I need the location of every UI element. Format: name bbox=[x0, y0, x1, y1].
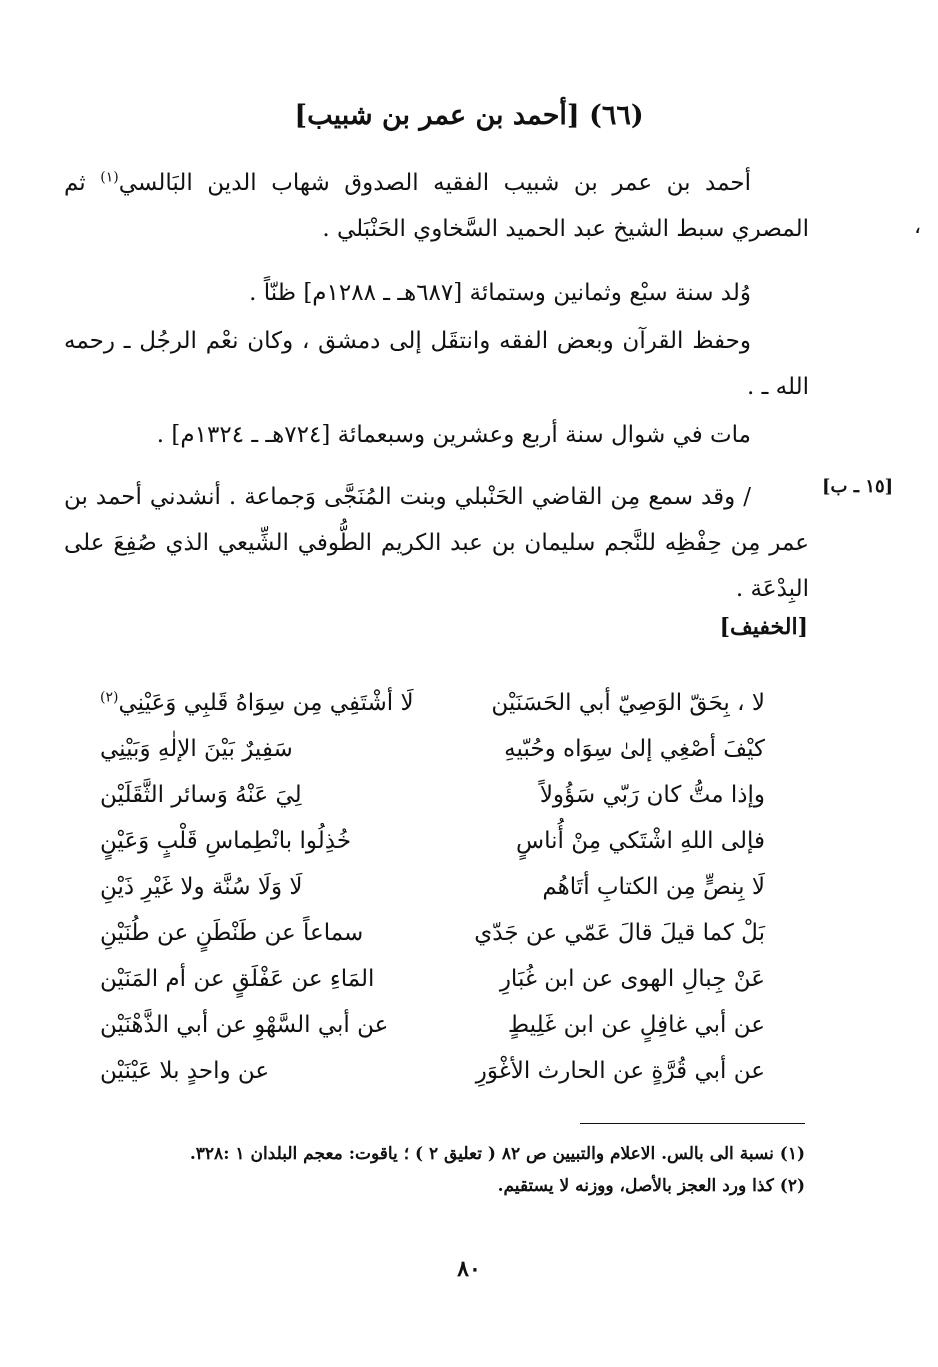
footnote-ref-2[interactable]: (٢) bbox=[100, 689, 119, 706]
verse-first-hemistich: بَلْ كما قيلَ قالَ عَمّي عن جَدّي bbox=[474, 920, 765, 946]
paragraph-death: مات في شوال سنة أربع وعشرين وسبعمائة [٧٢٤هـ ـ ١٣٢٤م] . bbox=[156, 422, 751, 448]
paragraph-name bbox=[64, 160, 809, 252]
verse-second-hemistich: عن واحدٍ بلا عَيْنَيْن bbox=[100, 1058, 270, 1084]
verse-line bbox=[100, 772, 765, 818]
verse-second-hemistich bbox=[100, 690, 430, 716]
verse-second-hemistich: عن أبي السَّهْوِ عن أبي الذَّهْنَيْن bbox=[100, 1012, 389, 1038]
footnote-2: (٢) كذا ورد العجز بالأصل، ووزنه لا يستقيم. bbox=[497, 1176, 805, 1196]
poem-verses bbox=[100, 680, 765, 1094]
paragraph-name-text-continued: ثم المصري سبط الشيخ عبد الحميد السَّخاوي الحَنْبَلي . bbox=[64, 170, 809, 242]
verse-second-hemistich: لِيَ عَنْهُ وَسائر الثَّقَلَيْن bbox=[100, 782, 302, 808]
verse-first-hemistich: عن أبي غافِلٍ عن ابن غَلِيطٍ bbox=[507, 1012, 765, 1038]
footnote-divider bbox=[580, 1123, 805, 1124]
verse-line bbox=[100, 1048, 765, 1094]
verse-second-hemistich: سَفِيرٌ بَيْنَ الإلٰهِ وَبَيْنِي bbox=[100, 736, 293, 762]
verse-first-hemistich: فإلى اللهِ اشْتَكي مِنْ أُناسٍ bbox=[516, 828, 765, 854]
page-number: ٨٠ bbox=[457, 1256, 481, 1282]
verse-second-hemistich: سماعاً عن طَنْطَنٍ عن طُنَيْنِ bbox=[100, 920, 364, 946]
verse-second-hemistich-text: لَا أشْتَفِي مِن سِوَاهُ قَلبِي وَعَيْنِي bbox=[118, 690, 414, 716]
verse-first-hemistich: عَنْ جِبالِ الهوى عن ابن غُبَارِ bbox=[499, 966, 765, 992]
verse-first-hemistich: كيْفَ أصْغِي إلىٰ سِوَاه وحُبّيهِ bbox=[504, 736, 765, 762]
verse-line bbox=[100, 864, 765, 910]
paragraph-hearing: / وقد سمع مِن القاضي الحَنْبلي وبنت المُنَجَّى وَجماعة . أنشدني أحمد بن عمر مِن حِفْظِه للنَّجم سليمان بن عبد الكريم الطُّوفي الشِّيعي الذي صُفِعَ على البِدْعَة . bbox=[64, 484, 809, 602]
verse-second-hemistich: خُذِلُوا بانْطِماسِ قَلْبٍ وَعَيْنٍ bbox=[100, 828, 352, 854]
paragraph-study: وحفظ القرآن وبعض الفقه وانتقَل إلى دمشق ، وكان نعْم الرجُل ـ رحمه الله ـ . bbox=[64, 328, 809, 400]
verse-line bbox=[100, 818, 765, 864]
paragraph-name-text: أحمد بن عمر بن شبيب الفقيه الصدوق شهاب الدين البَالسي bbox=[118, 170, 751, 196]
entry-heading: (٦٦) [أحمد بن عمر بن شبيب] bbox=[294, 100, 644, 131]
verse-first-hemistich: لَا بِنصٍّ مِن الكتابِ أتَاهُم bbox=[542, 874, 765, 900]
poem-meter-label: [الخفيف] bbox=[719, 614, 808, 640]
verse-line bbox=[100, 956, 765, 1002]
folio-margin-note: [١٥ ـ ب] bbox=[822, 476, 894, 497]
verse-second-hemistich: المَاءِ عن عَفْلَقٍ عن أم المَنَيْن bbox=[100, 966, 375, 992]
paragraph-birth: وُلد سنة سبْع وثمانين وستمائة [٦٨٧هـ ـ ١٢٨٨م] ظنّاً . bbox=[249, 280, 751, 306]
verse-first-hemistich: عن أبي قُرَّةٍ عن الحارث الأغْوَرِ bbox=[475, 1058, 765, 1084]
verse-line bbox=[100, 726, 765, 772]
footnotes bbox=[160, 1138, 805, 1202]
side-mark: ، bbox=[914, 214, 922, 239]
verse-second-hemistich: لَا وَلَا سُنَّة ولا غَيْرِ ذَيْنِ bbox=[100, 874, 303, 900]
verse-first-hemistich: وإذا متُّ كان رَبّي سَؤُولاً bbox=[539, 782, 765, 808]
verse-first-hemistich: لا ، بِحَقّ الوَصِيّ أبي الحَسَنَيْن bbox=[491, 690, 765, 716]
footnote-ref-1[interactable]: (١) bbox=[100, 169, 119, 186]
verse-line bbox=[100, 1002, 765, 1048]
footnote-1: (١) نسبة الى بالس. الاعلام والتبيين ص ٨٢ ( تعليق ٢ ) ؛ ياقوت: معجم البلدان ١ :٣٢٨. bbox=[189, 1144, 805, 1164]
verse-line bbox=[100, 680, 765, 726]
verse-line bbox=[100, 910, 765, 956]
